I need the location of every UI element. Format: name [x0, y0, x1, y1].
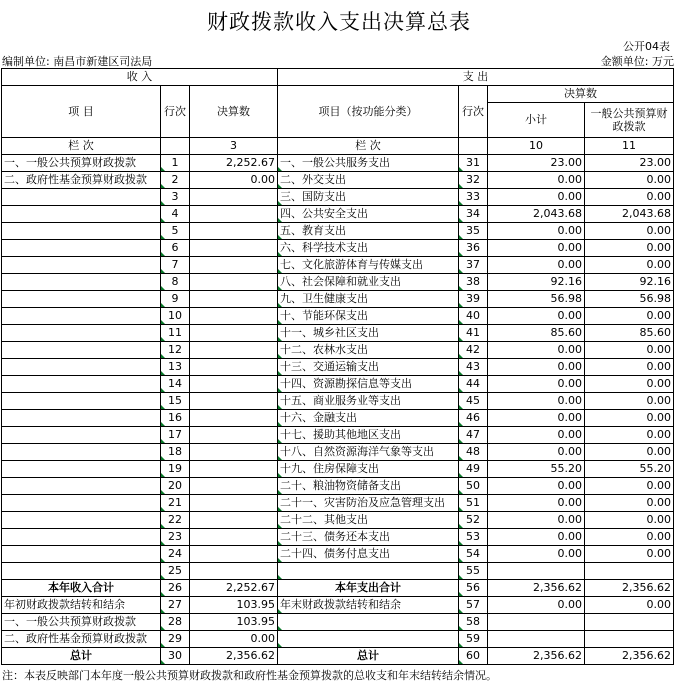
left-item	[2, 189, 161, 206]
header-item-by-function: 项目（按功能分类）	[278, 86, 459, 138]
right-row-no: 46	[459, 410, 488, 427]
right-general-budget: 0.00	[585, 376, 674, 393]
left-row-no: 22	[161, 512, 190, 529]
right-item: 七、文化旅游体育与传媒支出	[278, 257, 459, 274]
left-item	[2, 495, 161, 512]
right-item: 二、外交支出	[278, 172, 459, 189]
unit-label: 金额单位: 万元	[600, 55, 674, 68]
right-general-budget	[585, 563, 674, 580]
left-item	[2, 529, 161, 546]
left-item	[2, 308, 161, 325]
right-row-no: 36	[459, 240, 488, 257]
left-item	[2, 359, 161, 376]
lanci-blank-right	[459, 138, 488, 155]
left-amount: 2,252.67	[190, 155, 278, 172]
right-subtotal: 0.00	[488, 393, 585, 410]
left-item: 总计	[2, 648, 161, 665]
right-general-budget: 55.20	[585, 461, 674, 478]
header-final-amount: 决算数	[190, 86, 278, 138]
right-row-no: 49	[459, 461, 488, 478]
right-general-budget: 0.00	[585, 393, 674, 410]
table-row	[2, 614, 674, 631]
right-general-budget: 2,356.62	[585, 648, 674, 665]
left-row-no: 11	[161, 325, 190, 342]
left-item	[2, 563, 161, 580]
left-amount	[190, 461, 278, 478]
right-subtotal: 0.00	[488, 546, 585, 563]
header-row-no-right: 行次	[459, 86, 488, 138]
table-row	[2, 512, 674, 529]
right-row-no: 44	[459, 376, 488, 393]
right-item	[278, 614, 459, 631]
right-item: 二十四、债务付息支出	[278, 546, 459, 563]
table-row	[2, 631, 674, 648]
right-item: 十、节能环保支出	[278, 308, 459, 325]
table-row	[2, 274, 674, 291]
table-row	[2, 206, 674, 223]
left-row-no: 13	[161, 359, 190, 376]
right-item	[278, 631, 459, 648]
right-row-no: 42	[459, 342, 488, 359]
right-item: 十五、商业服务业等支出	[278, 393, 459, 410]
right-row-no: 55	[459, 563, 488, 580]
right-row-no: 54	[459, 546, 488, 563]
table-row	[2, 461, 674, 478]
table-row	[2, 291, 674, 308]
left-row-no: 26	[161, 580, 190, 597]
table-row	[2, 393, 674, 410]
right-subtotal: 0.00	[488, 359, 585, 376]
left-row-no: 2	[161, 172, 190, 189]
right-item: 三、国防支出	[278, 189, 459, 206]
left-amount	[190, 206, 278, 223]
header-general-budget: 一般公共预算财政拨款	[585, 103, 674, 138]
left-item	[2, 512, 161, 529]
table-row	[2, 580, 674, 597]
right-general-budget: 0.00	[585, 359, 674, 376]
right-general-budget: 0.00	[585, 172, 674, 189]
table-row	[2, 529, 674, 546]
left-row-no: 23	[161, 529, 190, 546]
left-item: 一、一般公共预算财政拨款	[2, 614, 161, 631]
right-row-no: 56	[459, 580, 488, 597]
right-item: 八、社会保障和就业支出	[278, 274, 459, 291]
left-amount	[190, 308, 278, 325]
left-row-no: 16	[161, 410, 190, 427]
left-amount: 2,252.67	[190, 580, 278, 597]
right-row-no: 31	[459, 155, 488, 172]
left-item: 二、政府性基金预算财政拨款	[2, 172, 161, 189]
right-subtotal: 0.00	[488, 257, 585, 274]
right-item: 四、公共安全支出	[278, 206, 459, 223]
left-amount	[190, 189, 278, 206]
right-general-budget: 2,043.68	[585, 206, 674, 223]
left-amount	[190, 376, 278, 393]
right-subtotal: 0.00	[488, 529, 585, 546]
right-subtotal: 0.00	[488, 189, 585, 206]
right-row-no: 58	[459, 614, 488, 631]
left-amount	[190, 342, 278, 359]
table-row	[2, 546, 674, 563]
left-item	[2, 291, 161, 308]
right-row-no: 53	[459, 529, 488, 546]
right-subtotal: 0.00	[488, 410, 585, 427]
right-row-no: 47	[459, 427, 488, 444]
left-amount	[190, 512, 278, 529]
right-general-budget: 0.00	[585, 342, 674, 359]
left-amount	[190, 495, 278, 512]
col-index-10: 10	[488, 138, 585, 155]
right-item: 十三、交通运输支出	[278, 359, 459, 376]
right-item: 六、科学技术支出	[278, 240, 459, 257]
right-row-no: 51	[459, 495, 488, 512]
left-amount: 103.95	[190, 614, 278, 631]
right-row-no: 50	[459, 478, 488, 495]
right-general-budget: 56.98	[585, 291, 674, 308]
left-item	[2, 325, 161, 342]
left-row-no: 3	[161, 189, 190, 206]
table-row	[2, 189, 674, 206]
table-row	[2, 495, 674, 512]
right-general-budget: 85.60	[585, 325, 674, 342]
header-final-amount-right: 决算数	[488, 86, 674, 103]
left-row-no: 5	[161, 223, 190, 240]
header-subtotal: 小计	[488, 103, 585, 138]
right-item: 十七、援助其他地区支出	[278, 427, 459, 444]
form-number: 公开04表	[623, 40, 670, 53]
right-row-no: 59	[459, 631, 488, 648]
left-row-no: 1	[161, 155, 190, 172]
table-row	[2, 410, 674, 427]
right-general-budget	[585, 614, 674, 631]
right-item: 一、一般公共服务支出	[278, 155, 459, 172]
table-row	[2, 376, 674, 393]
left-row-no: 24	[161, 546, 190, 563]
left-amount: 2,356.62	[190, 648, 278, 665]
left-row-no: 18	[161, 444, 190, 461]
right-item: 二十二、其他支出	[278, 512, 459, 529]
left-item: 本年收入合计	[2, 580, 161, 597]
right-item: 十六、金融支出	[278, 410, 459, 427]
right-subtotal: 92.16	[488, 274, 585, 291]
right-item: 十九、住房保障支出	[278, 461, 459, 478]
right-row-no: 52	[459, 512, 488, 529]
right-row-no: 60	[459, 648, 488, 665]
right-general-budget: 0.00	[585, 529, 674, 546]
right-item: 二十、粮油物资储备支出	[278, 478, 459, 495]
left-row-no: 21	[161, 495, 190, 512]
left-row-no: 30	[161, 648, 190, 665]
left-row-no: 9	[161, 291, 190, 308]
left-amount: 103.95	[190, 597, 278, 614]
left-row-no: 6	[161, 240, 190, 257]
table-row	[2, 155, 674, 172]
right-item: 本年支出合计	[278, 580, 459, 597]
table-row	[2, 257, 674, 274]
table-row	[2, 223, 674, 240]
right-general-budget: 0.00	[585, 512, 674, 529]
left-item	[2, 376, 161, 393]
right-general-budget: 0.00	[585, 257, 674, 274]
left-amount	[190, 410, 278, 427]
right-row-no: 32	[459, 172, 488, 189]
table-row	[2, 427, 674, 444]
right-general-budget: 0.00	[585, 478, 674, 495]
right-general-budget: 0.00	[585, 495, 674, 512]
table-row	[2, 359, 674, 376]
right-general-budget: 23.00	[585, 155, 674, 172]
right-row-no: 35	[459, 223, 488, 240]
right-item: 十二、农林水支出	[278, 342, 459, 359]
right-general-budget	[585, 631, 674, 648]
right-subtotal: 0.00	[488, 597, 585, 614]
left-item	[2, 223, 161, 240]
left-row-no: 29	[161, 631, 190, 648]
right-general-budget: 0.00	[585, 427, 674, 444]
left-item	[2, 461, 161, 478]
left-item	[2, 410, 161, 427]
right-item: 十一、城乡社区支出	[278, 325, 459, 342]
right-subtotal	[488, 631, 585, 648]
lanci-right: 栏 次	[278, 138, 459, 155]
left-amount: 0.00	[190, 631, 278, 648]
right-subtotal: 0.00	[488, 512, 585, 529]
left-amount	[190, 393, 278, 410]
left-item	[2, 478, 161, 495]
right-subtotal: 0.00	[488, 308, 585, 325]
right-subtotal: 0.00	[488, 240, 585, 257]
right-subtotal: 23.00	[488, 155, 585, 172]
lanci-left: 栏 次	[2, 138, 161, 155]
right-row-no: 48	[459, 444, 488, 461]
right-general-budget: 0.00	[585, 410, 674, 427]
left-item: 年初财政拨款结转和结余	[2, 597, 161, 614]
right-general-budget: 92.16	[585, 274, 674, 291]
left-item	[2, 393, 161, 410]
right-general-budget: 0.00	[585, 223, 674, 240]
table-row	[2, 597, 674, 614]
left-item: 一、一般公共预算财政拨款	[2, 155, 161, 172]
right-row-no: 40	[459, 308, 488, 325]
header-expense: 支 出	[278, 69, 674, 86]
left-amount	[190, 359, 278, 376]
right-row-no: 57	[459, 597, 488, 614]
right-row-no: 34	[459, 206, 488, 223]
left-row-no: 7	[161, 257, 190, 274]
left-amount	[190, 257, 278, 274]
table-row	[2, 342, 674, 359]
left-item	[2, 546, 161, 563]
left-amount	[190, 478, 278, 495]
right-row-no: 41	[459, 325, 488, 342]
left-item	[2, 274, 161, 291]
left-amount	[190, 427, 278, 444]
table-row	[2, 325, 674, 342]
left-item	[2, 240, 161, 257]
lanci-blank	[161, 138, 190, 155]
right-subtotal: 56.98	[488, 291, 585, 308]
right-item: 二十三、债务还本支出	[278, 529, 459, 546]
right-row-no: 43	[459, 359, 488, 376]
right-row-no: 33	[459, 189, 488, 206]
left-amount: 0.00	[190, 172, 278, 189]
right-subtotal: 85.60	[488, 325, 585, 342]
left-item	[2, 342, 161, 359]
left-row-no: 4	[161, 206, 190, 223]
right-item: 年末财政拨款结转和结余	[278, 597, 459, 614]
right-subtotal: 0.00	[488, 342, 585, 359]
page-title: 财政拨款收入支出决算总表	[207, 10, 471, 34]
table-row	[2, 563, 674, 580]
left-row-no: 27	[161, 597, 190, 614]
right-general-budget: 0.00	[585, 546, 674, 563]
right-item: 二十一、灾害防治及应急管理支出	[278, 495, 459, 512]
left-amount	[190, 223, 278, 240]
left-item	[2, 206, 161, 223]
right-general-budget: 0.00	[585, 240, 674, 257]
header-income: 收 入	[2, 69, 278, 86]
left-amount	[190, 529, 278, 546]
table-row	[2, 308, 674, 325]
left-row-no: 10	[161, 308, 190, 325]
budget-table	[1, 68, 674, 665]
right-subtotal: 0.00	[488, 478, 585, 495]
left-amount	[190, 563, 278, 580]
right-row-no: 37	[459, 257, 488, 274]
left-row-no: 14	[161, 376, 190, 393]
left-row-no: 15	[161, 393, 190, 410]
left-row-no: 20	[161, 478, 190, 495]
right-item: 总计	[278, 648, 459, 665]
right-subtotal: 0.00	[488, 495, 585, 512]
left-amount	[190, 240, 278, 257]
right-subtotal: 0.00	[488, 444, 585, 461]
right-general-budget: 0.00	[585, 597, 674, 614]
left-row-no: 19	[161, 461, 190, 478]
table-row	[2, 240, 674, 257]
right-general-budget: 0.00	[585, 308, 674, 325]
org-label: 编制单位: 南昌市新建区司法局	[2, 55, 153, 68]
right-item: 九、卫生健康支出	[278, 291, 459, 308]
left-row-no: 28	[161, 614, 190, 631]
right-row-no: 39	[459, 291, 488, 308]
right-item	[278, 563, 459, 580]
table-row	[2, 172, 674, 189]
table-row	[2, 444, 674, 461]
left-amount	[190, 546, 278, 563]
left-item	[2, 257, 161, 274]
right-general-budget: 0.00	[585, 444, 674, 461]
unit-row	[2, 53, 674, 69]
right-item: 十四、资源勘探信息等支出	[278, 376, 459, 393]
table-row	[2, 478, 674, 495]
right-item: 十八、自然资源海洋气象等支出	[278, 444, 459, 461]
right-general-budget: 0.00	[585, 189, 674, 206]
left-amount	[190, 274, 278, 291]
left-row-no: 17	[161, 427, 190, 444]
left-row-no: 25	[161, 563, 190, 580]
left-row-no: 8	[161, 274, 190, 291]
left-row-no: 12	[161, 342, 190, 359]
right-subtotal: 0.00	[488, 172, 585, 189]
right-subtotal: 0.00	[488, 376, 585, 393]
right-subtotal: 2,356.62	[488, 580, 585, 597]
left-item: 二、政府性基金预算财政拨款	[2, 631, 161, 648]
right-subtotal	[488, 563, 585, 580]
left-item	[2, 427, 161, 444]
right-subtotal	[488, 614, 585, 631]
right-item: 五、教育支出	[278, 223, 459, 240]
left-amount	[190, 444, 278, 461]
right-subtotal: 0.00	[488, 427, 585, 444]
table-row	[2, 648, 674, 665]
right-subtotal: 55.20	[488, 461, 585, 478]
right-general-budget: 2,356.62	[585, 580, 674, 597]
col-index-3: 3	[190, 138, 278, 155]
header-row-no: 行次	[161, 86, 190, 138]
right-row-no: 45	[459, 393, 488, 410]
right-subtotal: 2,043.68	[488, 206, 585, 223]
right-subtotal: 2,356.62	[488, 648, 585, 665]
left-amount	[190, 291, 278, 308]
left-amount	[190, 325, 278, 342]
right-row-no: 38	[459, 274, 488, 291]
col-index-11: 11	[585, 138, 674, 155]
left-item	[2, 444, 161, 461]
header-item: 项 目	[2, 86, 161, 138]
right-subtotal: 0.00	[488, 223, 585, 240]
footnote: 注：本表反映部门本年度一般公共预算财政拨款和政府性基金预算拨款的总收支和年末结转结余情况。	[2, 669, 497, 682]
